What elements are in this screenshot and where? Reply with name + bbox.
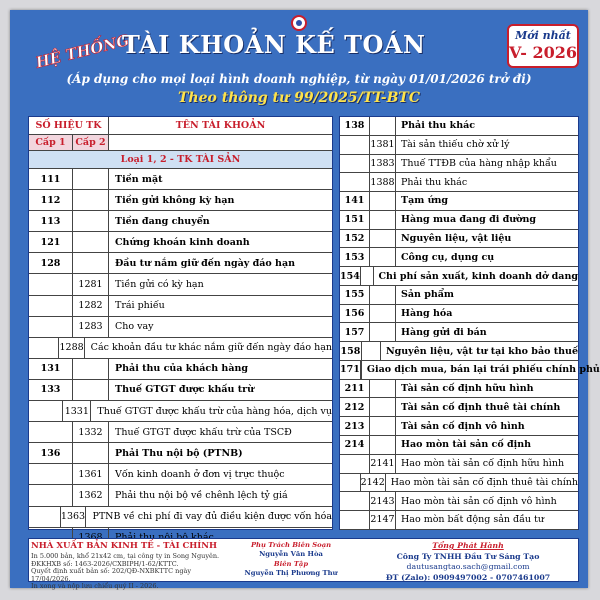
account-name: Tiền gửi không kỳ hạn — [115, 194, 235, 206]
table-header-row — [29, 117, 332, 135]
account-row — [340, 286, 578, 305]
account-row — [29, 338, 332, 359]
publishing-info-line: Quyết định xuất bản số: 202/QĐ-NXBKTTC ngày 17/04/2026. — [31, 567, 192, 583]
cap1-code — [29, 464, 73, 484]
table-subheader-row — [29, 135, 332, 151]
cap2-code — [73, 443, 109, 463]
account-row — [340, 417, 578, 436]
left-rows — [29, 169, 332, 549]
account-row — [340, 398, 578, 417]
account-row — [340, 511, 578, 530]
account-name: Các khoản đầu tư khác nắm giữ đến ngày đáo hạn — [90, 342, 332, 354]
account-name: Chi phí sản xuất, kinh doanh dở dang — [378, 270, 578, 282]
cap2-code — [370, 211, 396, 229]
account-row — [29, 317, 332, 338]
cap1-code: 153 — [340, 248, 370, 266]
cap1-code: 128 — [29, 253, 73, 273]
cap2-code: 1388 — [370, 173, 396, 191]
cap2-code — [73, 380, 109, 400]
left-account-table — [28, 116, 333, 530]
account-name: Nguyên liệu, vật liệu — [401, 232, 512, 244]
editor-label: Phụ Trách Biên Soạn — [250, 541, 332, 549]
cap2-code — [370, 380, 396, 398]
cap2-code — [361, 267, 374, 285]
account-name: Chứng khoán kinh doanh — [115, 236, 250, 248]
account-name: Công cụ, dụng cụ — [401, 251, 495, 263]
account-row — [29, 380, 332, 401]
cap1-code — [29, 401, 63, 421]
account-name: Tài sản cố định vô hình — [401, 420, 525, 432]
cap1-code: 112 — [29, 190, 73, 210]
right-account-table — [339, 116, 600, 530]
version-badge — [507, 24, 579, 68]
cap1-code — [29, 507, 61, 527]
account-row — [340, 492, 578, 511]
account-row — [29, 464, 332, 485]
account-name: Tài sản cố định hữu hình — [401, 383, 534, 395]
poster-sheet — [10, 10, 600, 591]
cap2-code: 2142 — [361, 474, 386, 492]
cap2-code — [73, 211, 109, 231]
cap1-code — [29, 274, 73, 294]
cap1-code: 141 — [340, 192, 370, 210]
cap2-code: 1282 — [73, 296, 109, 316]
account-name: Hàng hóa — [401, 308, 453, 320]
account-row — [340, 455, 578, 474]
account-row — [340, 192, 578, 211]
main-title: TÀI KHOẢN KẾ TOÁN — [122, 30, 426, 59]
group-row — [29, 151, 332, 169]
account-row — [29, 359, 332, 380]
cap1-code: 154 — [340, 267, 361, 285]
cap2-code: 2141 — [370, 455, 396, 473]
cap2-code — [370, 117, 396, 135]
cap2-code: 1332 — [73, 422, 109, 442]
cap2-code: 1283 — [73, 317, 109, 337]
header-blank — [109, 135, 332, 150]
cap2-code: 1331 — [63, 401, 91, 421]
account-row — [29, 232, 332, 253]
cap2-code — [362, 342, 381, 360]
cap1-code: 138 — [340, 117, 370, 135]
account-row — [340, 248, 578, 267]
account-name: Thuế GTGT được khấu trừ của TSCĐ — [115, 426, 292, 438]
cap1-code — [340, 511, 370, 529]
cap2-code: 2147 — [370, 511, 396, 529]
publishing-info-line: ĐKKHXB số: 1463-2026/CXBIPH/1-62/KTTC. — [31, 559, 179, 568]
bientap-label: Biên Tập — [273, 559, 309, 568]
cap2-code — [370, 230, 396, 248]
cap1-code: 155 — [340, 286, 370, 304]
account-row — [29, 253, 332, 274]
account-name: Thuế GTGT được khấu trừ của hàng hóa, dịch vụ — [97, 405, 332, 417]
account-row — [340, 436, 578, 455]
account-row — [340, 323, 578, 342]
cap2-code — [370, 192, 396, 210]
account-row — [340, 267, 578, 286]
cap1-code: 121 — [29, 232, 73, 252]
cap1-code — [29, 422, 73, 442]
account-name: Tiền gửi có kỳ hạn — [115, 279, 204, 291]
publishing-info — [31, 553, 227, 591]
cap1-code: 158 — [340, 342, 362, 360]
account-name: Vốn kinh doanh ở đơn vị trực thuộc — [115, 468, 285, 480]
right-rows — [340, 117, 600, 530]
cap1-code — [29, 485, 73, 505]
account-row — [29, 190, 332, 211]
account-name: Nguyên liệu, vật tư tại kho bảo thuế — [385, 345, 578, 357]
cap1-code — [29, 317, 73, 337]
account-name: Thuế TTĐB của hàng nhập khẩu — [401, 157, 557, 169]
cap2-code: 2143 — [370, 492, 396, 510]
cap1-code — [29, 338, 59, 358]
editorial-credits — [227, 541, 355, 579]
company-phone: ĐT (Zalo): 0909497002 - 0707461007 — [385, 572, 551, 582]
account-row — [29, 211, 332, 232]
cap1-code: 131 — [29, 359, 73, 379]
account-name: Đầu tư nắm giữ đến ngày đáo hạn — [115, 257, 296, 269]
cap1-code — [340, 492, 370, 510]
account-row — [340, 305, 578, 324]
account-name: Tài sản thiếu chờ xử lý — [401, 139, 510, 151]
account-name: Cho vay — [115, 321, 154, 333]
account-name: Hàng gửi đi bán — [401, 326, 487, 338]
account-name: Hao mòn tài sản cố định hữu hình — [401, 458, 565, 470]
cap2-code: 1381 — [370, 136, 396, 154]
footer — [28, 538, 579, 591]
account-name: Hao mòn tài sản cố định vô hình — [401, 495, 557, 507]
cap2-code — [370, 417, 396, 435]
badge-newest: Mới nhất — [515, 29, 571, 42]
account-name: Hao mòn tài sản cố định thuê tài chính — [390, 476, 578, 488]
cap1-code: 213 — [340, 417, 370, 435]
account-row — [340, 230, 578, 249]
account-row — [340, 380, 578, 399]
cap2-code — [370, 398, 396, 416]
account-name: Hàng mua đang đi đường — [401, 214, 537, 226]
cap2-code — [73, 190, 109, 210]
account-name: Hao mòn tài sản cố định — [401, 439, 532, 451]
company-email: dautusangtao.sach@gmail.com — [406, 562, 530, 571]
account-row — [340, 342, 578, 361]
cap1-code: 151 — [340, 211, 370, 229]
editor-name: Nguyễn Văn Hòa — [259, 550, 323, 559]
account-row — [29, 485, 332, 506]
cap1-code: 211 — [340, 380, 370, 398]
publisher-name: NHÀ XUẤT BẢN KINH TẾ - TÀI CHÍNH — [31, 541, 218, 551]
account-name: Tài sản cố định thuê tài chính — [401, 401, 561, 413]
account-name: Tạm ứng — [401, 195, 449, 207]
poster-header — [10, 10, 588, 114]
cap2-code — [73, 169, 109, 189]
cap1-code — [340, 455, 370, 473]
account-name: Thuế GTGT được khấu trừ — [115, 384, 255, 396]
cap1-code: 152 — [340, 230, 370, 248]
account-name: Phải thu của khách hàng — [115, 363, 249, 375]
cap2-code: 1281 — [73, 274, 109, 294]
cap2-code: 1383 — [370, 155, 396, 173]
bientap-name: Nguyễn Thị Phương Thư — [244, 569, 338, 578]
cap1-code: 136 — [29, 443, 73, 463]
cap2-code — [370, 286, 396, 304]
header-ten-tai-khoan: TÊN TÀI KHOẢN — [175, 120, 266, 131]
cap2-code — [370, 436, 396, 454]
cap1-code — [340, 173, 370, 191]
account-name: Sản phẩm — [401, 289, 454, 301]
cap1-code — [340, 136, 370, 154]
cap2-code — [370, 323, 396, 341]
cap1-code: 157 — [340, 323, 370, 341]
cap2-code — [370, 305, 396, 323]
distributor-label: Tổng Phát Hành — [432, 541, 504, 550]
cap2-code — [73, 253, 109, 273]
cap2-code: 1361 — [73, 464, 109, 484]
account-name: Tiền đang chuyển — [115, 215, 210, 227]
account-row — [340, 155, 578, 174]
account-row — [29, 443, 332, 464]
cap2-code: 1362 — [73, 485, 109, 505]
account-row — [340, 211, 578, 230]
account-row — [29, 296, 332, 317]
publisher-logo-icon — [291, 15, 307, 31]
cap1-code: 214 — [340, 436, 370, 454]
publishing-info-line: In xong và nộp lưu chiểu quý II - 2026. — [31, 582, 159, 591]
cap1-code — [29, 296, 73, 316]
account-row — [340, 361, 600, 380]
distributor — [359, 541, 577, 583]
cap2-code: 1288 — [59, 338, 84, 358]
account-row — [29, 422, 332, 443]
account-name: Trái phiếu — [115, 300, 165, 312]
cap1-code — [340, 155, 370, 173]
header-cap1: Cấp 1 — [29, 135, 73, 150]
header-cap2: Cấp 2 — [73, 135, 109, 150]
header-so-hieu: SỐ HIỆU TK — [29, 117, 109, 134]
account-row — [340, 117, 578, 136]
account-name: Phải thu khác — [401, 120, 476, 132]
cap1-code: 113 — [29, 211, 73, 231]
account-row — [29, 169, 332, 190]
account-row — [340, 173, 578, 192]
account-row — [340, 136, 578, 155]
cap1-code: 111 — [29, 169, 73, 189]
publishing-info-line: In 5.000 bản, khổ 21x42 cm, tại công ty in Song Nguyên. — [31, 552, 220, 560]
cap2-code — [73, 232, 109, 252]
account-name: Hao mòn bất động sản đầu tư — [401, 514, 544, 526]
account-row — [29, 274, 332, 295]
account-row — [29, 401, 332, 422]
cap1-code: 156 — [340, 305, 370, 323]
he-thong-label: HỆ THỐNG — [33, 31, 132, 72]
cap2-code — [73, 359, 109, 379]
badge-version: V- 2026 — [509, 43, 577, 62]
circular-reference: Theo thông tư 99/2025/TT-BTC — [178, 90, 420, 106]
account-row — [29, 507, 332, 528]
cap1-code: 133 — [29, 380, 73, 400]
account-name: Tiền mặt — [115, 173, 163, 185]
group-title: Loại 1, 2 - TK TÀI SẢN — [29, 151, 332, 168]
cap1-code: 171 — [340, 361, 361, 379]
cap2-code: 1363 — [61, 507, 87, 527]
account-name: Phải thu nội bộ về chênh lệch tỷ giá — [115, 489, 288, 501]
cap2-code — [370, 248, 396, 266]
account-name: PTNB về chi phí đi vay đủ điều kiện được vốn hóa — [92, 511, 332, 523]
cap1-code — [340, 474, 361, 492]
company-name: Công Ty TNHH Đầu Tư Sáng Tạo — [396, 551, 540, 561]
account-name: Giao dịch mua, bán lại trái phiếu chính phủ — [366, 364, 600, 376]
cap1-code: 212 — [340, 398, 370, 416]
account-name: Phải thu khác — [401, 176, 468, 188]
account-row — [340, 474, 578, 493]
subtitle: (Áp dụng cho mọi loại hình doanh nghiệp, từ ngày 01/01/2026 trở đi) — [66, 72, 532, 86]
account-name: Phải Thu nội bộ (PTNB) — [115, 447, 243, 459]
